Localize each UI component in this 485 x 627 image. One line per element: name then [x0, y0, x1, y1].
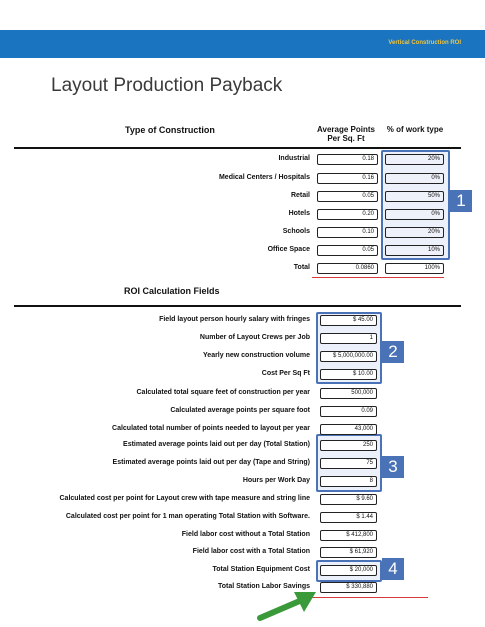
roi-row-label: Estimated average points laid out per day (Tape and String) — [112, 459, 310, 466]
roi-row-label: Hours per Work Day — [242, 477, 310, 484]
callout-4-badge: 4 — [382, 558, 404, 580]
percent-highlight-box — [381, 150, 450, 260]
roi-row-label: Calculated cost per point for Layout crew with tape measure and string line — [59, 495, 310, 502]
avg-points-field[interactable]: 0.20 — [317, 209, 378, 220]
roi-row-label: Calculated total square feet of construction per year — [136, 389, 310, 396]
roi-value-field[interactable]: 75 — [320, 458, 377, 469]
avg-points-field[interactable]: 0.05 — [317, 245, 378, 256]
roi-heading: ROI Calculation Fields — [124, 286, 220, 296]
roi-row-label: Number of Layout Crews per Job — [199, 334, 310, 341]
roi-value-field[interactable]: 8 — [320, 476, 377, 487]
pct-work-field[interactable]: 50% — [385, 191, 444, 202]
roi-value-field: 500,000 — [320, 388, 377, 399]
roi-row-label: Calculated total number of points needed to layout per year — [112, 425, 310, 432]
avg-points-field[interactable]: 0.05 — [317, 191, 378, 202]
roi-value-field: 43,000 — [320, 424, 377, 435]
pct-work-field[interactable]: 20% — [385, 154, 444, 165]
roi-row-label: Estimated average points laid out per day (Total Station) — [123, 441, 310, 448]
roi-row-label: Yearly new construction volume — [203, 352, 310, 359]
roi-value-field[interactable]: $ 20,000 — [320, 565, 377, 576]
callout-2-badge: 2 — [382, 341, 404, 363]
roi-row-label: Field layout person hourly salary with fringes — [159, 316, 310, 323]
avg-points-field[interactable]: 0.16 — [317, 173, 378, 184]
banner-title: Vertical Construction ROI — [388, 40, 461, 46]
pct-work-field[interactable]: 0% — [385, 209, 444, 220]
roi-row-label: Calculated cost per point for 1 man operating Total Station with Software. — [65, 513, 310, 520]
roi-value-field[interactable]: 1 — [320, 333, 377, 344]
roi-value-field: $ 412,800 — [320, 530, 377, 541]
savings-value-field: $ 330,880 — [320, 582, 377, 593]
total-label: Total — [293, 264, 310, 271]
pct-work-field[interactable]: 20% — [385, 227, 444, 238]
top-banner — [0, 30, 485, 58]
roi-value-field: $ 1.44 — [320, 512, 377, 523]
roi-value-field: $ 61,920 — [320, 547, 377, 558]
roi-row-label: Calculated average points per square foot — [170, 407, 310, 414]
construction-row-label: Office Space — [267, 246, 310, 253]
pct-work-column-header: % of work type — [386, 125, 444, 134]
total-pct-work: 100% — [385, 263, 444, 274]
avg-points-column-header: Average Points Per Sq. Ft — [317, 125, 375, 143]
savings-underline — [310, 597, 428, 598]
construction-row-label: Medical Centers / Hospitals — [218, 174, 310, 181]
construction-row-label: Schools — [282, 228, 310, 235]
total-underline — [312, 277, 444, 278]
avg-points-field[interactable]: 0.18 — [317, 154, 378, 165]
roi-value-field[interactable]: $ 10.00 — [320, 369, 377, 380]
roi-row-label: Total Station Equipment Cost — [212, 566, 310, 573]
section-divider — [14, 305, 461, 307]
green-arrow-icon — [254, 588, 324, 624]
pct-work-field[interactable]: 10% — [385, 245, 444, 256]
roi-row-label: Cost Per Sq Ft — [261, 370, 310, 377]
callout-1-badge: 1 — [450, 190, 472, 212]
roi-value-field[interactable]: $ 45.00 — [320, 315, 377, 326]
construction-row-label: Retail — [290, 192, 310, 199]
construction-row-label: Hotels — [288, 210, 310, 217]
pct-work-field[interactable]: 0% — [385, 173, 444, 184]
callout-3-badge: 3 — [382, 456, 404, 478]
roi-row-label: Field labor cost without a Total Station — [181, 531, 310, 538]
total-avg-points: 0.0860 — [317, 263, 378, 274]
page-title: Layout Production Payback — [51, 75, 283, 96]
avg-points-field[interactable]: 0.10 — [317, 227, 378, 238]
type-of-construction-heading: Type of Construction — [125, 125, 215, 135]
section-divider — [14, 147, 461, 149]
roi-value-field: $ 9.60 — [320, 494, 377, 505]
roi-value-field[interactable]: 250 — [320, 440, 377, 451]
roi-value-field: 0.09 — [320, 406, 377, 417]
roi-row-label: Field labor cost with a Total Station — [192, 548, 310, 555]
construction-row-label: Industrial — [278, 155, 310, 162]
savings-label: Total Station Labor Savings — [217, 583, 310, 590]
roi-value-field[interactable]: $ 5,000,000.00 — [320, 351, 377, 362]
